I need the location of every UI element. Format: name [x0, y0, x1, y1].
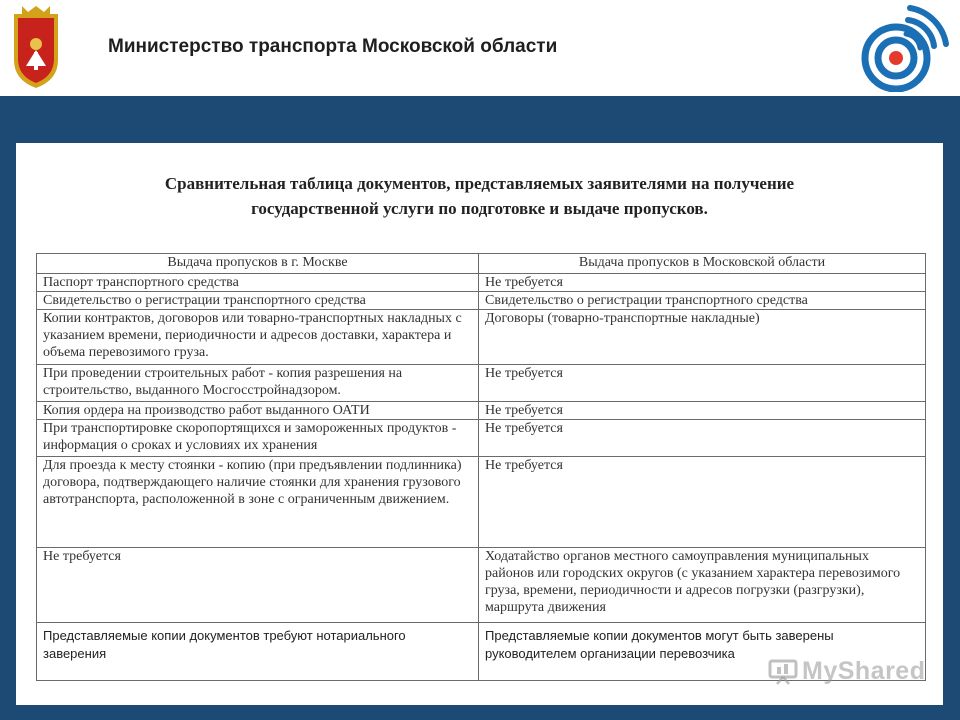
table-row	[37, 420, 926, 457]
title-line-1: Сравнительная таблица документов, представляемых заявителями на получение	[164, 174, 795, 193]
table-row	[37, 548, 926, 623]
cell-region: Договоры (товарно-транспортные накладные)	[479, 310, 926, 365]
ministry-title: Министерство транспорта Московской области	[108, 36, 558, 57]
table-row	[37, 292, 926, 310]
cell-moscow: Копии контрактов, договоров или товарно-транспортных накладных с указанием времени, периодичности и адресов доставки, характера и объема перевозимого груза.	[37, 310, 479, 365]
header	[0, 0, 960, 96]
watermark	[768, 657, 925, 686]
cell-region: Свидетельство о регистрации транспортного средства	[479, 292, 926, 310]
cell-region: Ходатайство органов местного самоуправления муниципальных районов или городских округов (с указанием характера перевозимого груза, времени, периодичности и адресов погрузки (разгрузки), маршрута движения	[479, 548, 926, 623]
cell-moscow: Для проезда к месту стоянки - копию (при предъявлении подлинника) договора, подтверждающего наличие стоянки для хранения грузового автотранспорта, расположенной в зоне с ограниченным движением.	[37, 457, 479, 548]
cell-moscow: При проведении строительных работ - копия разрешения на строительство, выданного Мосгосстройнадзором.	[37, 365, 479, 402]
cell-region: Не требуется	[479, 402, 926, 420]
cell-moscow: Паспорт транспортного средства	[37, 274, 479, 292]
column-header-moscow: Выдача пропусков в г. Москве	[37, 254, 479, 274]
target-signal-logo-icon	[860, 4, 952, 92]
table-row	[37, 274, 926, 292]
cell-moscow: Не требуется	[37, 548, 479, 623]
column-header-region: Выдача пропусков в Московской области	[479, 254, 926, 274]
footer-note-region: Представляемые копии документов могут быть заверены руководителем организации перевозчика	[479, 623, 926, 681]
table-row	[37, 402, 926, 420]
document-page	[16, 143, 943, 705]
cell-region: Не требуется	[479, 365, 926, 402]
cell-region: Не требуется	[479, 420, 926, 457]
cell-region: Не требуется	[479, 274, 926, 292]
watermark-text: MyShared	[802, 657, 926, 685]
title-line-2: государственной услуги по подготовке и выдаче пропусков.	[251, 199, 708, 218]
table-row	[37, 457, 926, 548]
presentation-board-icon	[768, 659, 798, 685]
table-header-row	[37, 254, 926, 274]
comparison-table	[36, 253, 926, 681]
footer-note-moscow: Представляемые копии документов требуют нотариального заверения	[37, 623, 479, 681]
cell-moscow: При транспортировке скоропортящихся и замороженных продуктов - информация о сроках и условиях их хранения	[37, 420, 479, 457]
table-row	[37, 310, 926, 365]
cell-moscow: Копия ордера на производство работ выданного ОАТИ	[37, 402, 479, 420]
moscow-oblast-coat-of-arms-icon	[10, 4, 62, 90]
cell-region: Не требуется	[479, 457, 926, 548]
table-row	[37, 365, 926, 402]
cell-moscow: Свидетельство о регистрации транспортного средства	[37, 292, 479, 310]
document-title	[16, 171, 943, 221]
